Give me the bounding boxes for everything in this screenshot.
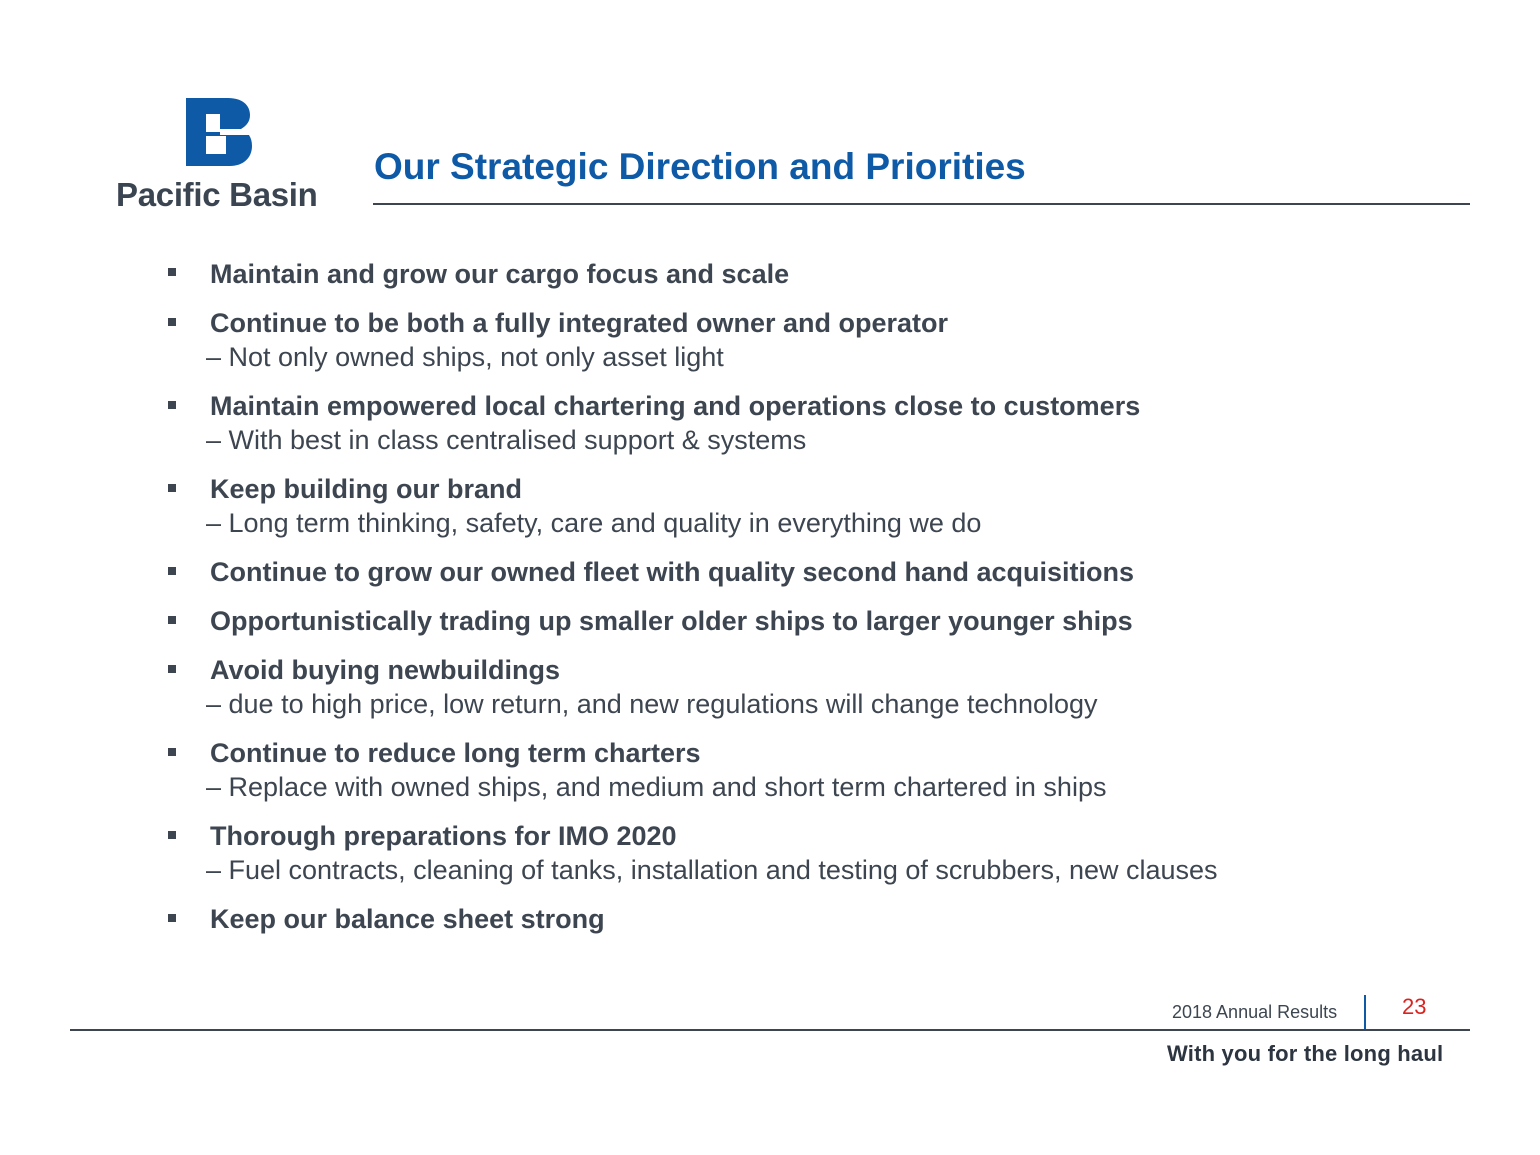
list-item-heading: Thorough preparations for IMO 2020 [210,821,677,851]
bullet-square-icon [168,401,176,409]
list-item-heading: Maintain and grow our cargo focus and scale [210,259,790,289]
list-item-detail: – Not only owned ships, not only asset light [206,342,724,372]
bullet-square-icon [168,748,176,756]
page-number: 23 [1402,994,1427,1019]
footer-rule [70,1029,1470,1031]
list-item-detail: – With best in class centralised support & systems [206,425,807,455]
list-item-heading: Keep building our brand [210,474,522,504]
footer-divider [1364,995,1366,1029]
bullet-square-icon [168,665,176,673]
bullet-square-icon [168,914,176,922]
list-item-heading: Avoid buying newbuildings [210,655,560,685]
list-item-detail: – Fuel contracts, cleaning of tanks, installation and testing of scrubbers, new clauses [206,855,1218,885]
list-item-heading: Continue to reduce long term charters [210,738,701,768]
slide-title: Our Strategic Direction and Priorities [374,146,1026,187]
bullet-square-icon [168,567,176,575]
bullet-square-icon [168,318,176,326]
list-item-heading: Continue to grow our owned fleet with quality second hand acquisitions [210,557,1135,587]
list-item-heading: Continue to be both a fully integrated owner and operator [210,308,949,338]
bullet-square-icon [168,616,176,624]
bullet-square-icon [168,268,176,276]
bullet-square-icon [168,831,176,839]
company-logo [110,96,330,216]
list-item-heading: Keep our balance sheet strong [210,904,605,934]
list-item-heading: Maintain empowered local chartering and operations close to customers [210,391,1141,421]
title-divider [373,203,1470,205]
list-item-heading: Opportunistically trading up smaller older ships to larger younger ships [210,606,1133,636]
brand-tagline: With you for the long haul [1167,1041,1444,1066]
bullet-square-icon [168,484,176,492]
pacific-basin-logo-icon [184,96,256,168]
footer-report-label: 2018 Annual Results [1172,1002,1338,1022]
list-item-detail: – Long term thinking, safety, care and quality in everything we do [206,508,982,538]
list-item-detail: – Replace with owned ships, and medium and short term chartered in ships [206,772,1107,802]
list-item-detail: – due to high price, low return, and new regulations will change technology [206,689,1098,719]
logo-wordmark: Pacific Basin [116,176,318,213]
